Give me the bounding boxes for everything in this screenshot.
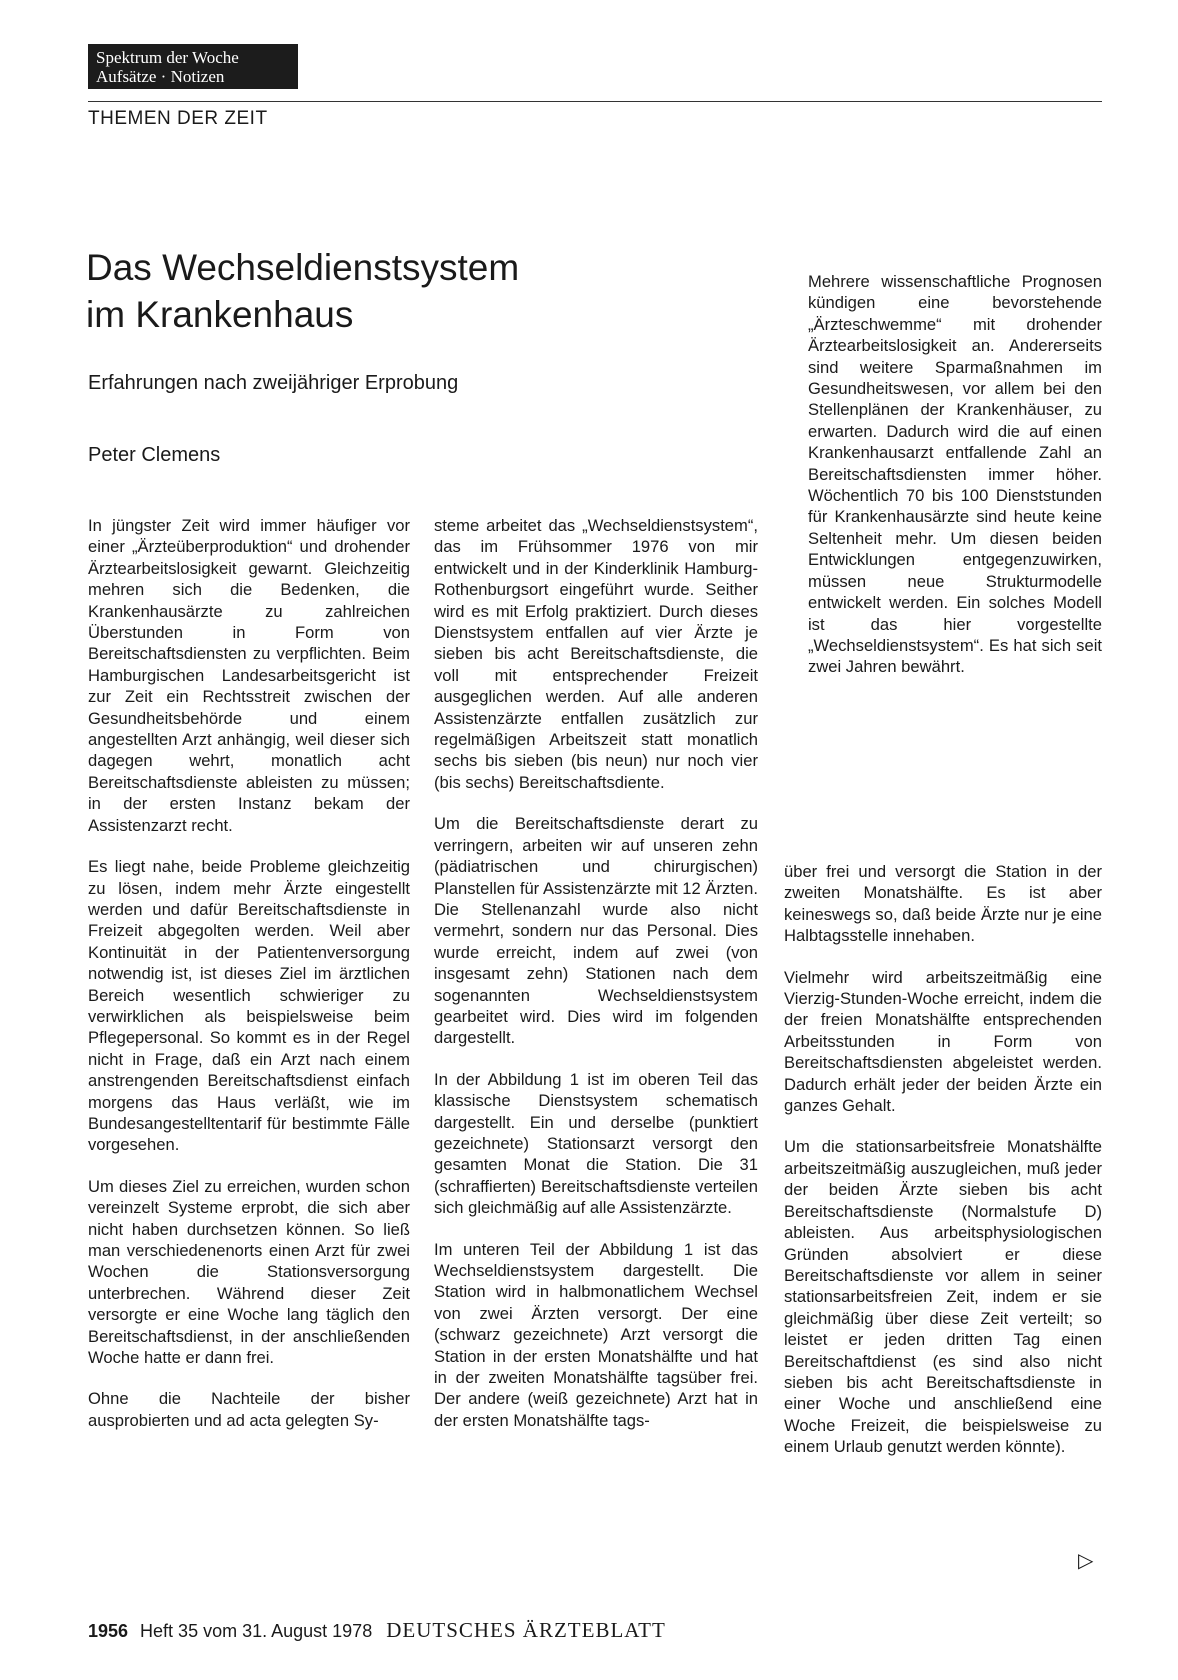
header-rule [88,101,1102,102]
continue-arrow-icon: ▷ [1078,1550,1094,1572]
title-line-1: Das Wechseldienstsystem [86,247,520,288]
paragraph: Um dieses Ziel zu erreichen, wurden schon vereinzelt Systeme erprobt, die sich aber nicht haben durchsetzen können. So ließ man verschiedenenorts einen Arzt für zwei Wochen die Stationsversorgung unterbrechen. Während dieser Zeit versorgte er eine Woche lang täglich den Bereitschaftsdienst, in der anschließenden Woche hatte er dann frei. [88,1176,410,1368]
paragraph: Im unteren Teil der Abbildung 1 ist das Wechseldienstsystem dargestellt. Die Station wird in halbmonatlichem Wechsel von zwei Ärzten versorgt. Der eine (schwarz gezeichnete) Arzt versorgt die Station in der ersten Monatshälfte und hat in der zweiten Monatshälfte tagsüber frei. Der andere (weiß gezeichnete) Arzt hat in der ersten Monatshälfte tags- [434,1239,758,1430]
text-column-3 [784,861,1102,1478]
badge-line-1: Spektrum der Woche [96,48,239,67]
paragraph: steme arbeitet das „Wechseldienstsystem“, das im Frühsommer 1976 von mir entwickelt und in der Kinderklinik Hamburg-Rothenburgsort eingeführt wurde. Seither wird es mit Erfolg praktiziert. Durch dieses Dienstsystem entfallen auf vier Ärzte je sieben bis acht Bereitschaftsdienste, die voll mit entsprechender Freizeit ausgeglichen werden. Auf alle anderen Assistenzärzte entfallen zusätzlich zur regelmäßigen Arbeitszeit statt monatlich sechs bis sieben (bis neun) nur noch vier (bis sechs) Bereitschaftsdiente. [434,516,758,792]
page-footer [88,1618,666,1643]
paragraph: über frei und versorgt die Station in der zweiten Monatshälfte. Es ist aber keineswegs so, daß beide Ärzte nur je eine Halbtagsstelle innehaben. [784,862,1102,946]
paragraph: Mehrere wissenschaftliche Prognosen kündigen eine bevorstehende „Ärzteschwemme“ mit drohender Ärztearbeitslosigkeit an. Andererseits sind weitere Sparmaßnahmen im Gesundheitswesen, vor allem bei den Stellenplänen der Krankenhäuser, zu erwarten. Dadurch wird die auf einen Krankenhausarzt entfallende Zahl an Bereitschaftsdiensten immer höher. Wöchentlich 70 bis 100 Dienststunden für Krankenhausärzte sind heute keine Seltenheit mehr. Um diesen beiden Entwicklungen entgegenzuwirken, müssen neue Strukturmodelle entwickelt werden. Ein solches Modell ist das hier vorgestellte „Wechseldienstsystem“. Es hat sich seit zwei Jahren bewährt. [808,272,1102,677]
article-subtitle: Erfahrungen nach zweijähriger Erprobung [88,372,459,394]
paragraph: Um die stationsarbeitsfreie Monatshälfte arbeitszeitmäßig auszugleichen, muß jeder der beiden Ärzte sieben bis acht Bereitschaftsdienste (Normalstufe D) ableisten. Aus arbeitsphysiologischen Gründen absolviert er diese Bereitschaftsdienste vor allem in seiner stationsarbeitsfreien Zeit, indem er sie gleichmäßig über diese Zeit verteilt; so leistet er jeden dritten Tag einen Bereitschaftdienst (es sind also nicht sieben bis acht Bereitschaftsdienste in einer Woche und anschließend eine Woche Freizeit, die beispielsweise zu einem Urlaub genutzt werden könnte). [784,1137,1102,1457]
paragraph: Es liegt nahe, beide Probleme gleichzeitig zu lösen, indem mehr Ärzte eingestellt werden und dafür Bereitschaftsdienste in Freizeit abgegolten werden. Weil aber Kontinuität in der Patientenversorgung notwendig ist, ist dieses Ziel im ärztlichen Bereich wesentlich schwieriger zu verwirklichen als beispielsweise beim Pflegepersonal. So kommt es in der Regel nicht in Frage, daß ein Arzt nach einem anstrengenden Bereitschaftsdienst einfach morgens das Haus verläßt, wie im Bundesangestelltentarif für bestimmte Fälle vorgesehen. [88,857,410,1155]
article-author: Peter Clemens [88,444,221,466]
paragraph: In jüngster Zeit wird immer häufiger vor einer „Ärzteüberproduktion“ und drohender Ärztearbeitslosigkeit gewarnt. Gleichzeitig mehren sich die Bedenken, die Krankenhausärzte zu zahlreichen Überstunden in Form von Bereitschaftsdiensten zu verpflichten. Beim Hamburgischen Landesarbeitsgericht ist zur Zeit ein Rechtsstreit zwischen der Gesundheitsbehörde und einem angestellten Arzt anhängig, weil dieser sich dagegen wehrt, monatlich acht Bereitschaftsdienste ableisten zu müssen; in der ersten Instanz bekam der Assistenzarzt recht. [88,516,410,835]
text-column-1 [88,515,410,1451]
title-line-2: im Krankenhaus [86,294,354,335]
badge-line-2: Aufsätze · Notizen [96,67,225,86]
paragraph: In der Abbildung 1 ist im oberen Teil das klassische Dienstsystem schematisch dargestellt. Ein und derselbe (punktiert gezeichnete) Stationsarzt versorgt den gesamten Monat die Station. Die 31 (schraffierten) Bereitschaftsdienste verteilen sich gleichmäßig auf alle Assistenzärzte. [434,1069,758,1218]
page-number: 1956 [88,1621,129,1641]
text-column-2 [434,515,758,1451]
issue-info: Heft 35 vom 31. August 1978 [140,1621,373,1641]
publication-name: DEUTSCHES ÄRZTEBLATT [386,1618,666,1642]
section-badge [88,44,298,89]
section-heading: THEMEN DER ZEIT [88,108,268,129]
intro-box [808,271,1102,698]
article-title [86,244,519,338]
paragraph: Ohne die Nachteile der bisher ausprobierten und ad acta gelegten Sy- [88,1389,410,1430]
paragraph: Vielmehr wird arbeitszeitmäßig eine Vierzig-Stunden-Woche erreicht, indem die der freien Monatshälfte entsprechenden Arbeitsstunden in Form von Bereitschaftsdiensten abgeleistet werden. Dadurch erhält jeder der beiden Ärzte ein ganzes Gehalt. [784,967,1102,1116]
paragraph: Um die Bereitschaftsdienste derart zu verringern, arbeiten wir auf unseren zehn (pädiatrischen und chirurgischen) Planstellen für Assistenzärzte mit 12 Ärzten. Die Stellenanzahl wurde also nicht vermehrt, sondern nur das Personal. Dies wurde erreicht, indem auf zwei (von insgesamt zehn) Stationen nach dem sogenannten Wechseldienstsystem gearbeitet wird. Dies wird im folgenden dargestellt. [434,814,758,1048]
